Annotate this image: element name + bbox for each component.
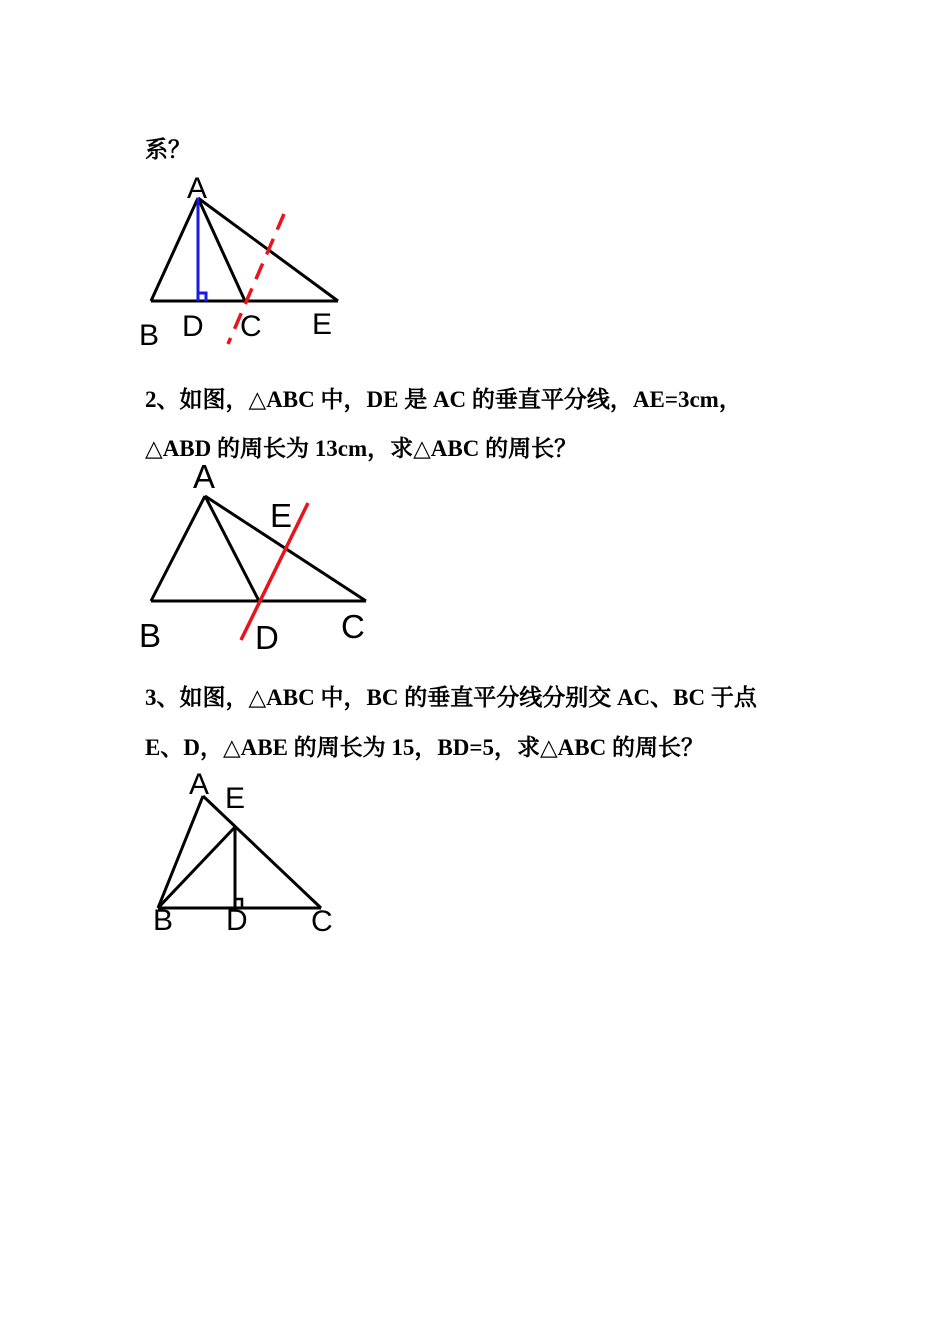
label-a: A bbox=[193, 458, 216, 495]
problem3-question-line1: 3、如图，△ABC 中，BC 的垂直平分线分别交 AC、BC 于点 bbox=[145, 685, 757, 710]
label-a: A bbox=[189, 768, 210, 801]
problem2-question-line2: △ABD 的周长为 13cm，求△ABC 的周长？ bbox=[145, 436, 578, 461]
segment-ac bbox=[203, 796, 321, 908]
label-e: E bbox=[312, 308, 333, 341]
problem3-question-line2: E、D，△ABE 的周长为 15，BD=5，求△ABC 的周长？ bbox=[145, 735, 704, 760]
label-b: B bbox=[153, 904, 174, 937]
label-b: B bbox=[139, 617, 162, 654]
label-d: D bbox=[226, 904, 248, 937]
label-c: C bbox=[240, 310, 262, 343]
label-b: B bbox=[139, 319, 160, 352]
label-c: C bbox=[341, 608, 365, 645]
segment-ab bbox=[158, 796, 203, 908]
label-c: C bbox=[311, 905, 333, 938]
problem2-question-line1: 2、如图，△ABC 中，DE 是 AC 的垂直平分线，AE=3cm， bbox=[145, 387, 742, 412]
label-e: E bbox=[225, 782, 246, 815]
problem1-question-tail: 系？ bbox=[145, 137, 191, 162]
segment-be bbox=[158, 827, 235, 908]
label-d: D bbox=[182, 310, 204, 343]
label-d: D bbox=[255, 619, 279, 656]
label-e: E bbox=[270, 497, 293, 534]
label-a: A bbox=[187, 172, 208, 205]
